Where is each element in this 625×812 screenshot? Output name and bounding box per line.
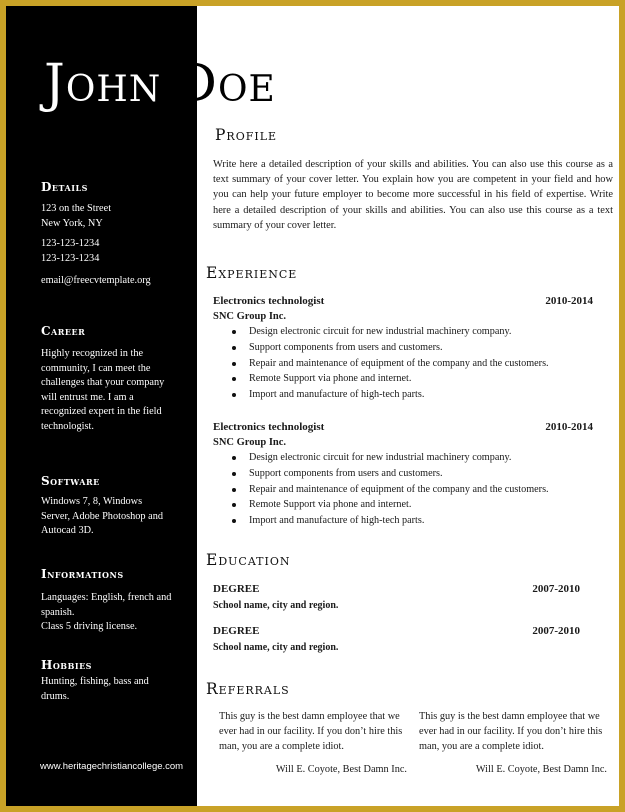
job-duty: Support components from users and customers.: [249, 466, 593, 482]
degree-row: [213, 582, 580, 597]
degree: DEGREE: [213, 583, 260, 595]
watermark-url: www.heritagechristiancollege.com: [40, 761, 184, 772]
profile-heading: Profile: [215, 126, 278, 144]
informations-heading: Informations: [41, 567, 124, 581]
job-years: 2010-2014: [545, 295, 593, 307]
referral-author: Will E. Coyote, Best Damn Inc.: [475, 764, 607, 775]
license-text: Class 5 driving license.: [41, 621, 138, 633]
referral-quote: This guy is the best damn employee that we ever had in our facility. If you don’t hire this man, you are a complete idiot.: [219, 711, 403, 752]
hobbies-text: Hunting, fishing, bass and drums.: [41, 676, 149, 702]
job-duties: [213, 450, 593, 529]
address-line2: New York, NY: [41, 217, 103, 229]
referrals-heading: Referrals: [206, 680, 290, 698]
job-title-row: [213, 420, 593, 435]
details-heading: Details: [41, 180, 88, 194]
job-title-row: [213, 294, 593, 309]
referral: [219, 709, 407, 775]
experience-heading: Experience: [206, 264, 298, 282]
school-name: School name, city and region.: [213, 642, 339, 653]
last-name: Doe: [175, 54, 276, 114]
job-duties: [213, 324, 593, 403]
job-duty: Design electronic circuit for new industrial machinery company.: [249, 450, 593, 466]
job-title: Electronics technologist: [213, 421, 325, 433]
education-heading: Education: [206, 551, 291, 569]
job-duty: Design electronic circuit for new industrial machinery company.: [249, 324, 593, 340]
career-heading: Career: [41, 324, 86, 338]
education-entry: [213, 624, 580, 657]
referral-author: Will E. Coyote, Best Damn Inc.: [275, 764, 407, 775]
phone-2: 123-123-1234: [41, 252, 100, 264]
languages-text: Languages: English, french and spanish.: [41, 592, 172, 618]
job-company: SNC Group Inc.: [213, 437, 287, 448]
degree-years: 2007-2010: [532, 583, 580, 595]
degree-years: 2007-2010: [532, 625, 580, 637]
job-duty: Remote Support via phone and internet.: [249, 497, 593, 513]
sidebar: [6, 6, 197, 806]
degree: DEGREE: [213, 625, 260, 637]
job-entry: [213, 420, 593, 529]
education-entry: [213, 582, 580, 615]
profile-text: Write here a detailed description of your skills and abilities. You can also use this course as a text summary of your cover letter. You explain how you are competent in your field and how you can help your future employer to become more successful in his field of expertise. Write here a detailed description of your skills and abilities. You can also use this course as a text summary of your cover letter.: [213, 159, 613, 231]
resume-name: [44, 54, 276, 114]
software-heading: Software: [41, 474, 100, 488]
job-duty: Import and manufacture of high-tech parts.: [249, 387, 593, 403]
details-block: [41, 202, 173, 289]
school-name: School name, city and region.: [213, 600, 339, 611]
informations-block: [41, 591, 173, 635]
degree-row: [213, 624, 580, 639]
phone-1: 123-123-1234: [41, 238, 100, 250]
hobbies-heading: Hobbies: [41, 658, 92, 672]
job-duty: Remote Support via phone and internet.: [249, 371, 593, 387]
job-duty: Import and manufacture of high-tech parts.: [249, 513, 593, 529]
career-text: Highly recognized in the community, I can meet the challenges that your company will entrust me. I am a recognized expert in the field technologist.: [41, 348, 165, 432]
job-company: SNC Group Inc.: [213, 311, 287, 322]
software-text: Windows 7, 8, Windows Server, Adobe Photoshop and Autocad 3D.: [41, 496, 163, 537]
job-title: Electronics technologist: [213, 295, 325, 307]
first-name: John: [44, 54, 162, 114]
email: email@freecvtemplate.org: [41, 275, 151, 287]
job-duty: Repair and maintenance of equipment of the company and the customers.: [249, 356, 593, 372]
job-entry: [213, 294, 593, 403]
job-years: 2010-2014: [545, 421, 593, 433]
address-line1: 123 on the Street: [41, 203, 112, 214]
job-duty: Support components from users and customers.: [249, 340, 593, 356]
job-duty: Repair and maintenance of equipment of the company and the customers.: [249, 482, 593, 498]
referral: [419, 709, 607, 775]
referral-quote: This guy is the best damn employee that we ever had in our facility. If you don’t hire this man, you are a complete idiot.: [419, 711, 603, 752]
